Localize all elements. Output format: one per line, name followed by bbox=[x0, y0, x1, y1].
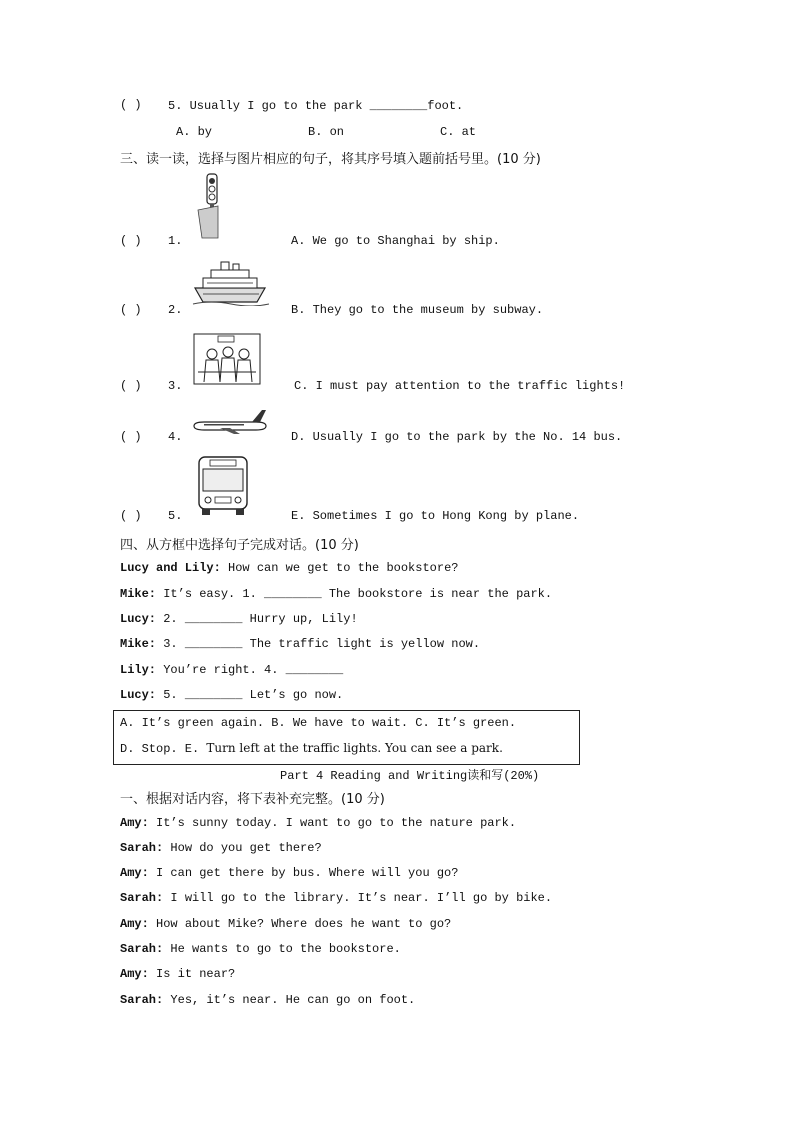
speaker: Amy: bbox=[120, 816, 149, 830]
answer-paren[interactable]: ( ) bbox=[120, 98, 142, 112]
line-text: It’s easy. 1. ________ The bookstore is near the park. bbox=[156, 587, 553, 601]
box-line-2 bbox=[120, 740, 503, 757]
line-text: 5. ________ Let’s go now. bbox=[156, 688, 344, 702]
speaker: Lily: bbox=[120, 663, 157, 677]
line-text: It’s sunny today. I want to go to the nature park. bbox=[148, 816, 517, 830]
line-text: How do you get there? bbox=[163, 841, 322, 855]
speaker: Lucy: bbox=[120, 612, 157, 626]
q5-option-b: B. on bbox=[308, 125, 345, 139]
item-number: 4. bbox=[168, 430, 183, 444]
speaker: Amy: bbox=[120, 967, 149, 981]
speaker: Sarah: bbox=[120, 891, 164, 905]
line-text: I will go to the library. It’s near. I’ll go by bike. bbox=[163, 891, 553, 905]
item-number: 5. bbox=[168, 509, 183, 523]
subway-icon bbox=[192, 332, 262, 386]
line-text: Is it near? bbox=[148, 967, 236, 981]
q5-text: 5. Usually I go to the park ________foot. bbox=[168, 99, 464, 113]
part4-heading: 一、根据对话内容，将下表补充完整。(10 分) bbox=[120, 792, 385, 807]
option-d: D. Usually I go to the park by the No. 14 bus. bbox=[291, 430, 623, 444]
line-text: 3. ________ The traffic light is yellow now. bbox=[156, 637, 481, 651]
q5-option-c: C. at bbox=[440, 125, 477, 139]
answer-paren[interactable]: ( ) bbox=[120, 430, 142, 444]
dialogue-line bbox=[120, 992, 415, 1008]
dialogue-line bbox=[120, 840, 322, 856]
dialogue-line bbox=[120, 687, 343, 703]
answer-paren[interactable]: ( ) bbox=[120, 234, 142, 248]
line-text: He wants to go to the bookstore. bbox=[163, 942, 401, 956]
part4-title: Part 4 Reading and Writing读和写(20%) bbox=[280, 769, 540, 783]
section4-heading: 四、从方框中选择句子完成对话。(10 分) bbox=[120, 538, 359, 553]
item-number: 3. bbox=[168, 379, 183, 393]
line-text: I can get there by bus. Where will you go? bbox=[148, 866, 459, 880]
dialogue-line bbox=[120, 662, 343, 678]
dialogue-line bbox=[120, 890, 552, 906]
speaker: Sarah: bbox=[120, 993, 164, 1007]
speaker: Lucy and Lily: bbox=[120, 561, 221, 575]
speaker: Amy: bbox=[120, 866, 149, 880]
speaker: Mike: bbox=[120, 587, 157, 601]
box-line-1: A. It’s green again. B. We have to wait. C. It’s green. bbox=[120, 716, 517, 730]
item-number: 2. bbox=[168, 303, 183, 317]
speaker: Mike: bbox=[120, 637, 157, 651]
line-text: Yes, it’s near. He can go on foot. bbox=[163, 993, 416, 1007]
speaker: Sarah: bbox=[120, 942, 164, 956]
option-b: B. They go to the museum by subway. bbox=[291, 303, 544, 317]
section3-heading: 三、读一读，选择与图片相应的句子，将其序号填入题前括号里。(10 分) bbox=[120, 152, 541, 167]
line-text: How about Mike? Where does he want to go? bbox=[148, 917, 452, 931]
line-text: You’re right. 4. ________ bbox=[156, 663, 344, 677]
item-number: 1. bbox=[168, 234, 183, 248]
option-c: C. I must pay attention to the traffic lights! bbox=[294, 379, 626, 393]
dialogue-line bbox=[120, 560, 458, 576]
bus-icon bbox=[196, 454, 250, 516]
dialogue-line bbox=[120, 941, 401, 957]
line-text: 2. ________ Hurry up, Lily! bbox=[156, 612, 358, 626]
box-line-2-prefix: D. Stop. E. bbox=[120, 742, 207, 756]
q5-option-a: A. by bbox=[176, 125, 213, 139]
answer-paren[interactable]: ( ) bbox=[120, 379, 142, 393]
dialogue-line bbox=[120, 865, 458, 881]
answer-paren[interactable]: ( ) bbox=[120, 303, 142, 317]
dialogue-line bbox=[120, 966, 235, 982]
dialogue-line bbox=[120, 815, 516, 831]
traffic-light-icon bbox=[194, 172, 230, 240]
speaker: Amy: bbox=[120, 917, 149, 931]
dialogue-line bbox=[120, 586, 552, 602]
ship-icon bbox=[191, 258, 269, 306]
dialogue-line bbox=[120, 611, 358, 627]
speaker: Sarah: bbox=[120, 841, 164, 855]
speaker: Lucy: bbox=[120, 688, 157, 702]
option-e: E. Sometimes I go to Hong Kong by plane. bbox=[291, 509, 580, 523]
box-line-2-option-e: Turn left at the traffic lights. You can see a park. bbox=[206, 741, 503, 755]
plane-icon bbox=[190, 406, 270, 436]
option-a: A. We go to Shanghai by ship. bbox=[291, 234, 500, 248]
dialogue-line bbox=[120, 636, 480, 652]
answer-paren[interactable]: ( ) bbox=[120, 509, 142, 523]
dialogue-line bbox=[120, 916, 451, 932]
line-text: How can we get to the bookstore? bbox=[220, 561, 459, 575]
